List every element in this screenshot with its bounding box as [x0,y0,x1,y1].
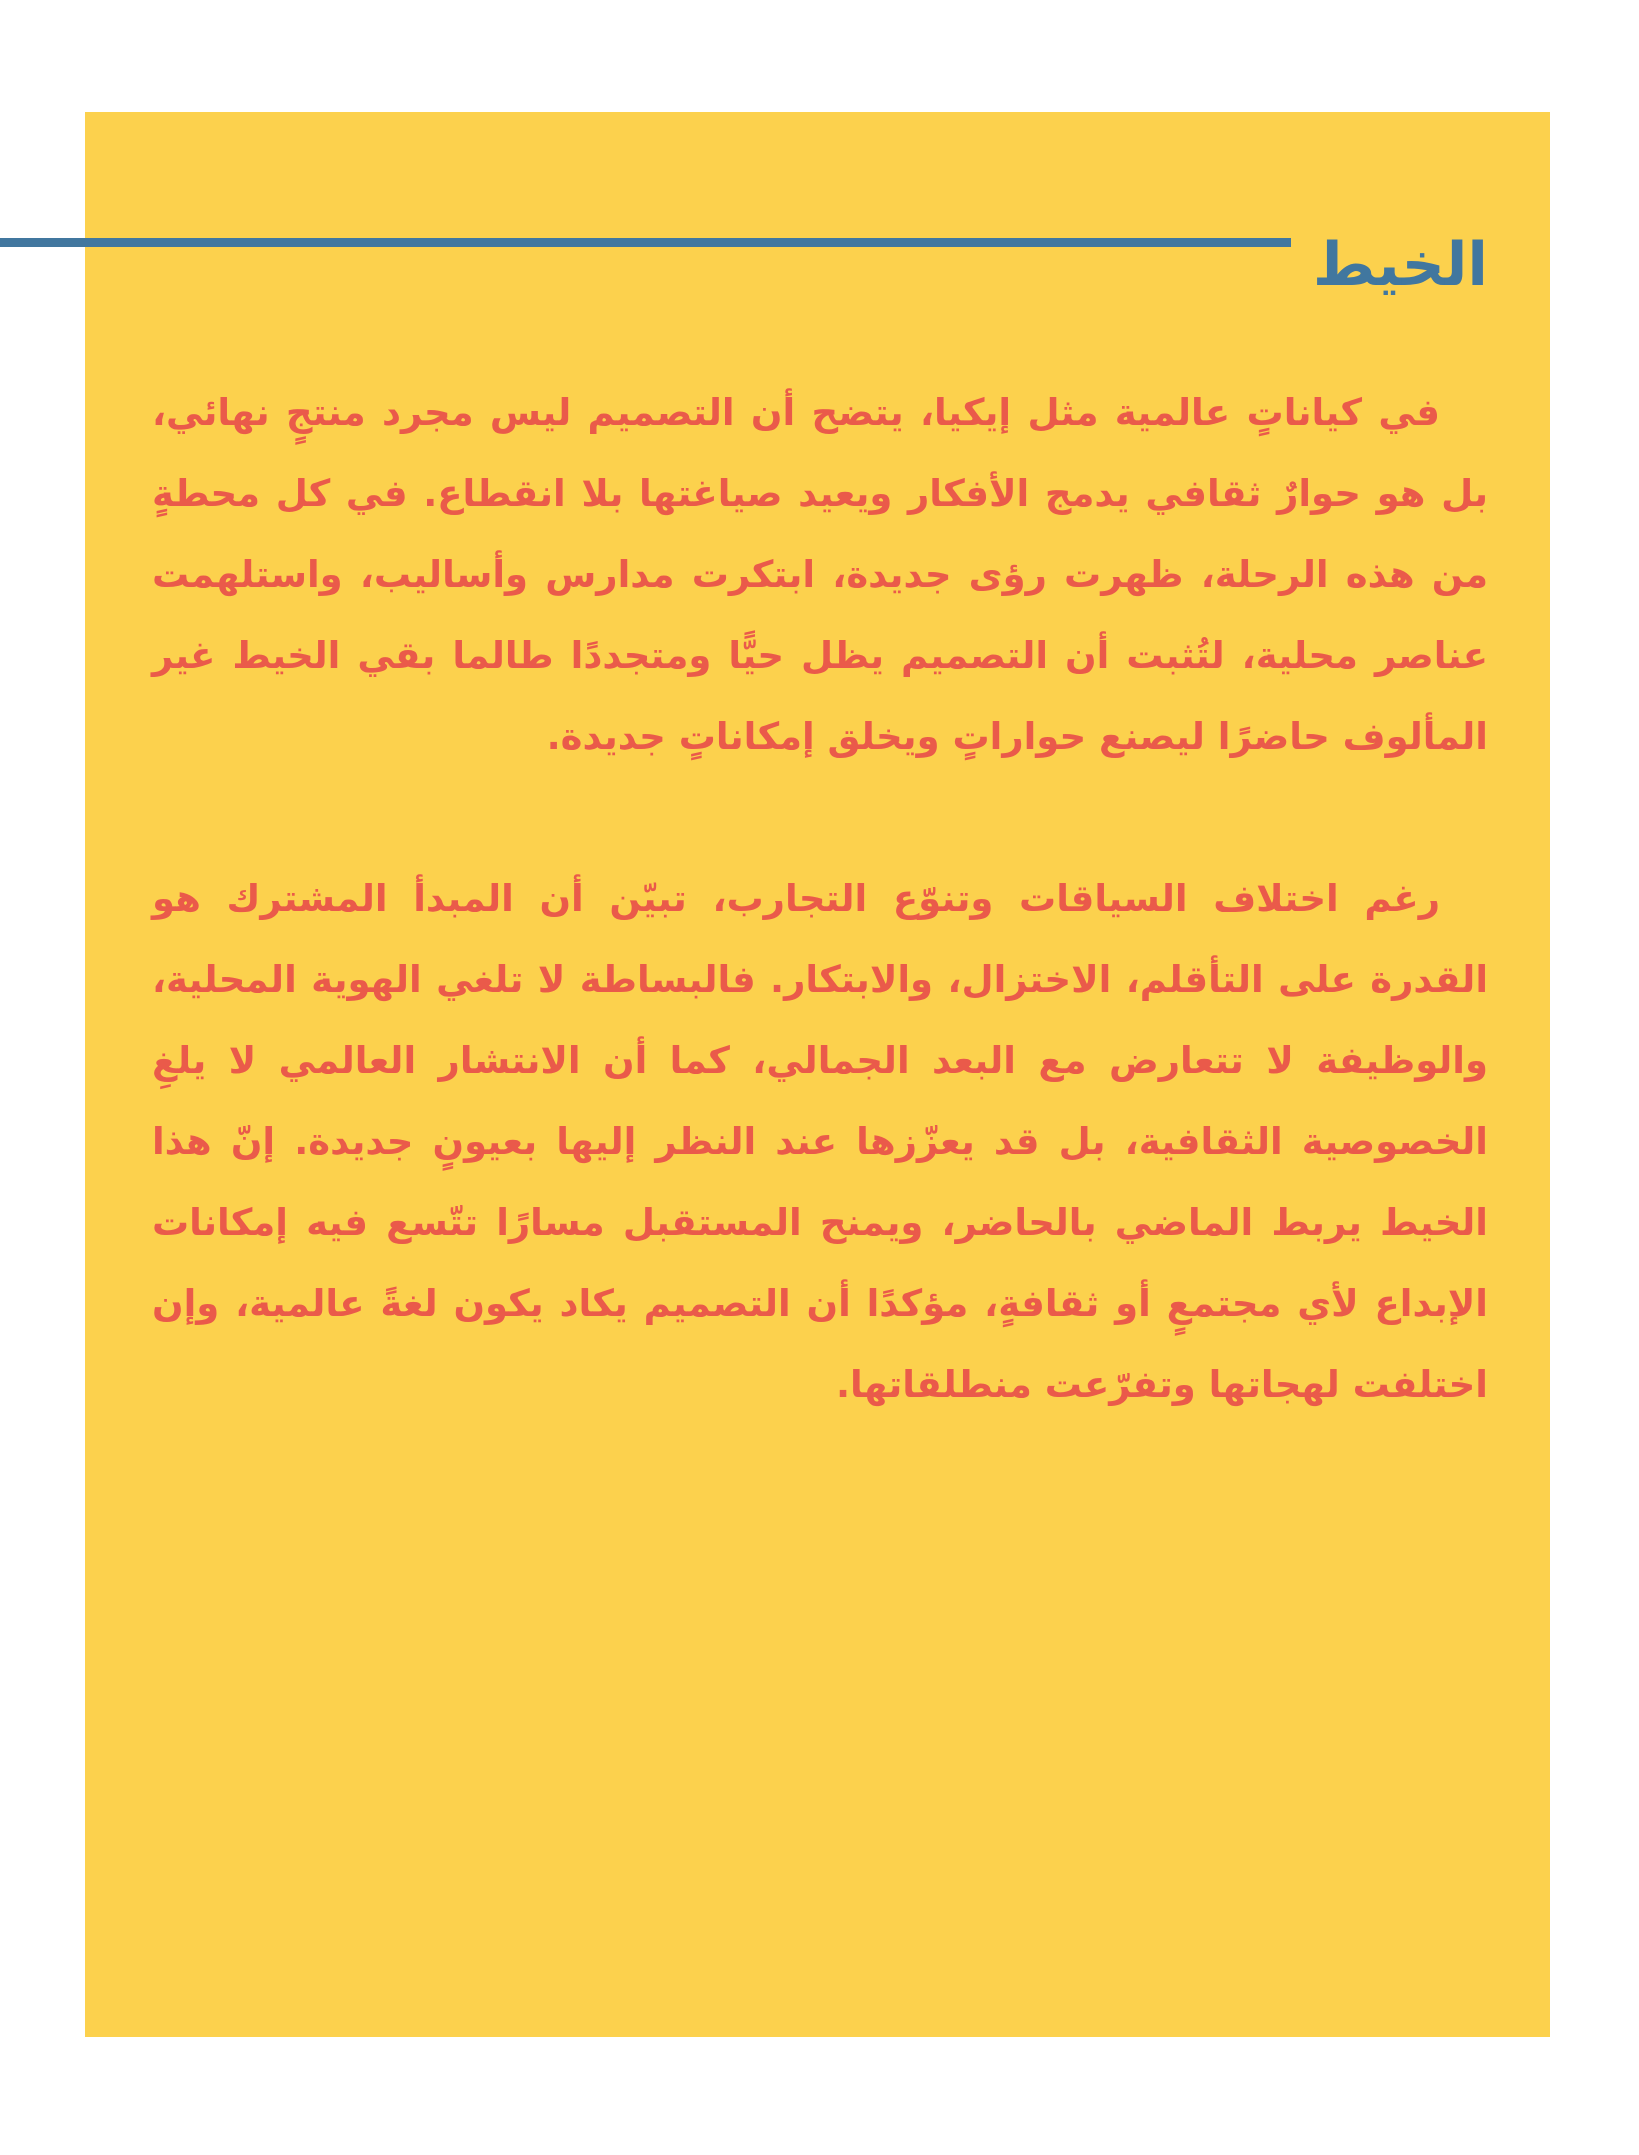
paragraph-2: رغم اختلاف السياقات وتنوّع التجارب، تبيّن أن المبدأ المشترك هو القدرة على التأقلم، الاختزال، والابتكار. فالبساطة لا تلغي الهوية المحلية، والوظيفة لا تتعارض مع البعد الجمالي، كما أن الانتشار العالمي لا يلغِ الخصوصية الثقافية، بل قد يعزّزها عند النظر إليها بعيونٍ جديدة. إنّ هذا الخيط يربط الماضي بالحاضر، ويمنح المستقبل مسارًا تتّسع فيه إمكانات الإبداع لأي مجتمعٍ أو ثقافةٍ، مؤكدًا أن التصميم يكاد يكون لغةً عالمية، وإن اختلفت لهجاتها وتفرّعت منطلقاتها. [152,877,1488,1406]
paragraph-1: في كياناتٍ عالمية مثل إيكيا، يتضح أن التصميم ليس مجرد منتجٍ نهائي، بل هو حوارٌ ثقافي يدمج الأفكار ويعيد صياغتها بلا انقطاع. في كل محطةٍ من هذه الرحلة، ظهرت رؤى جديدة، ابتكرت مدارس وأساليب، واستلهمت عناصر محلية، لتُثبت أن التصميم يظل حيًّا ومتجددًا طالما بقي الخيط غير المألوف حاضرًا ليصنع حواراتٍ ويخلق إمكاناتٍ جديدة. [152,391,1488,758]
title-underline-rule [0,238,1440,247]
page-title: الخيط [1291,220,1488,310]
article-body [152,372,1488,1425]
